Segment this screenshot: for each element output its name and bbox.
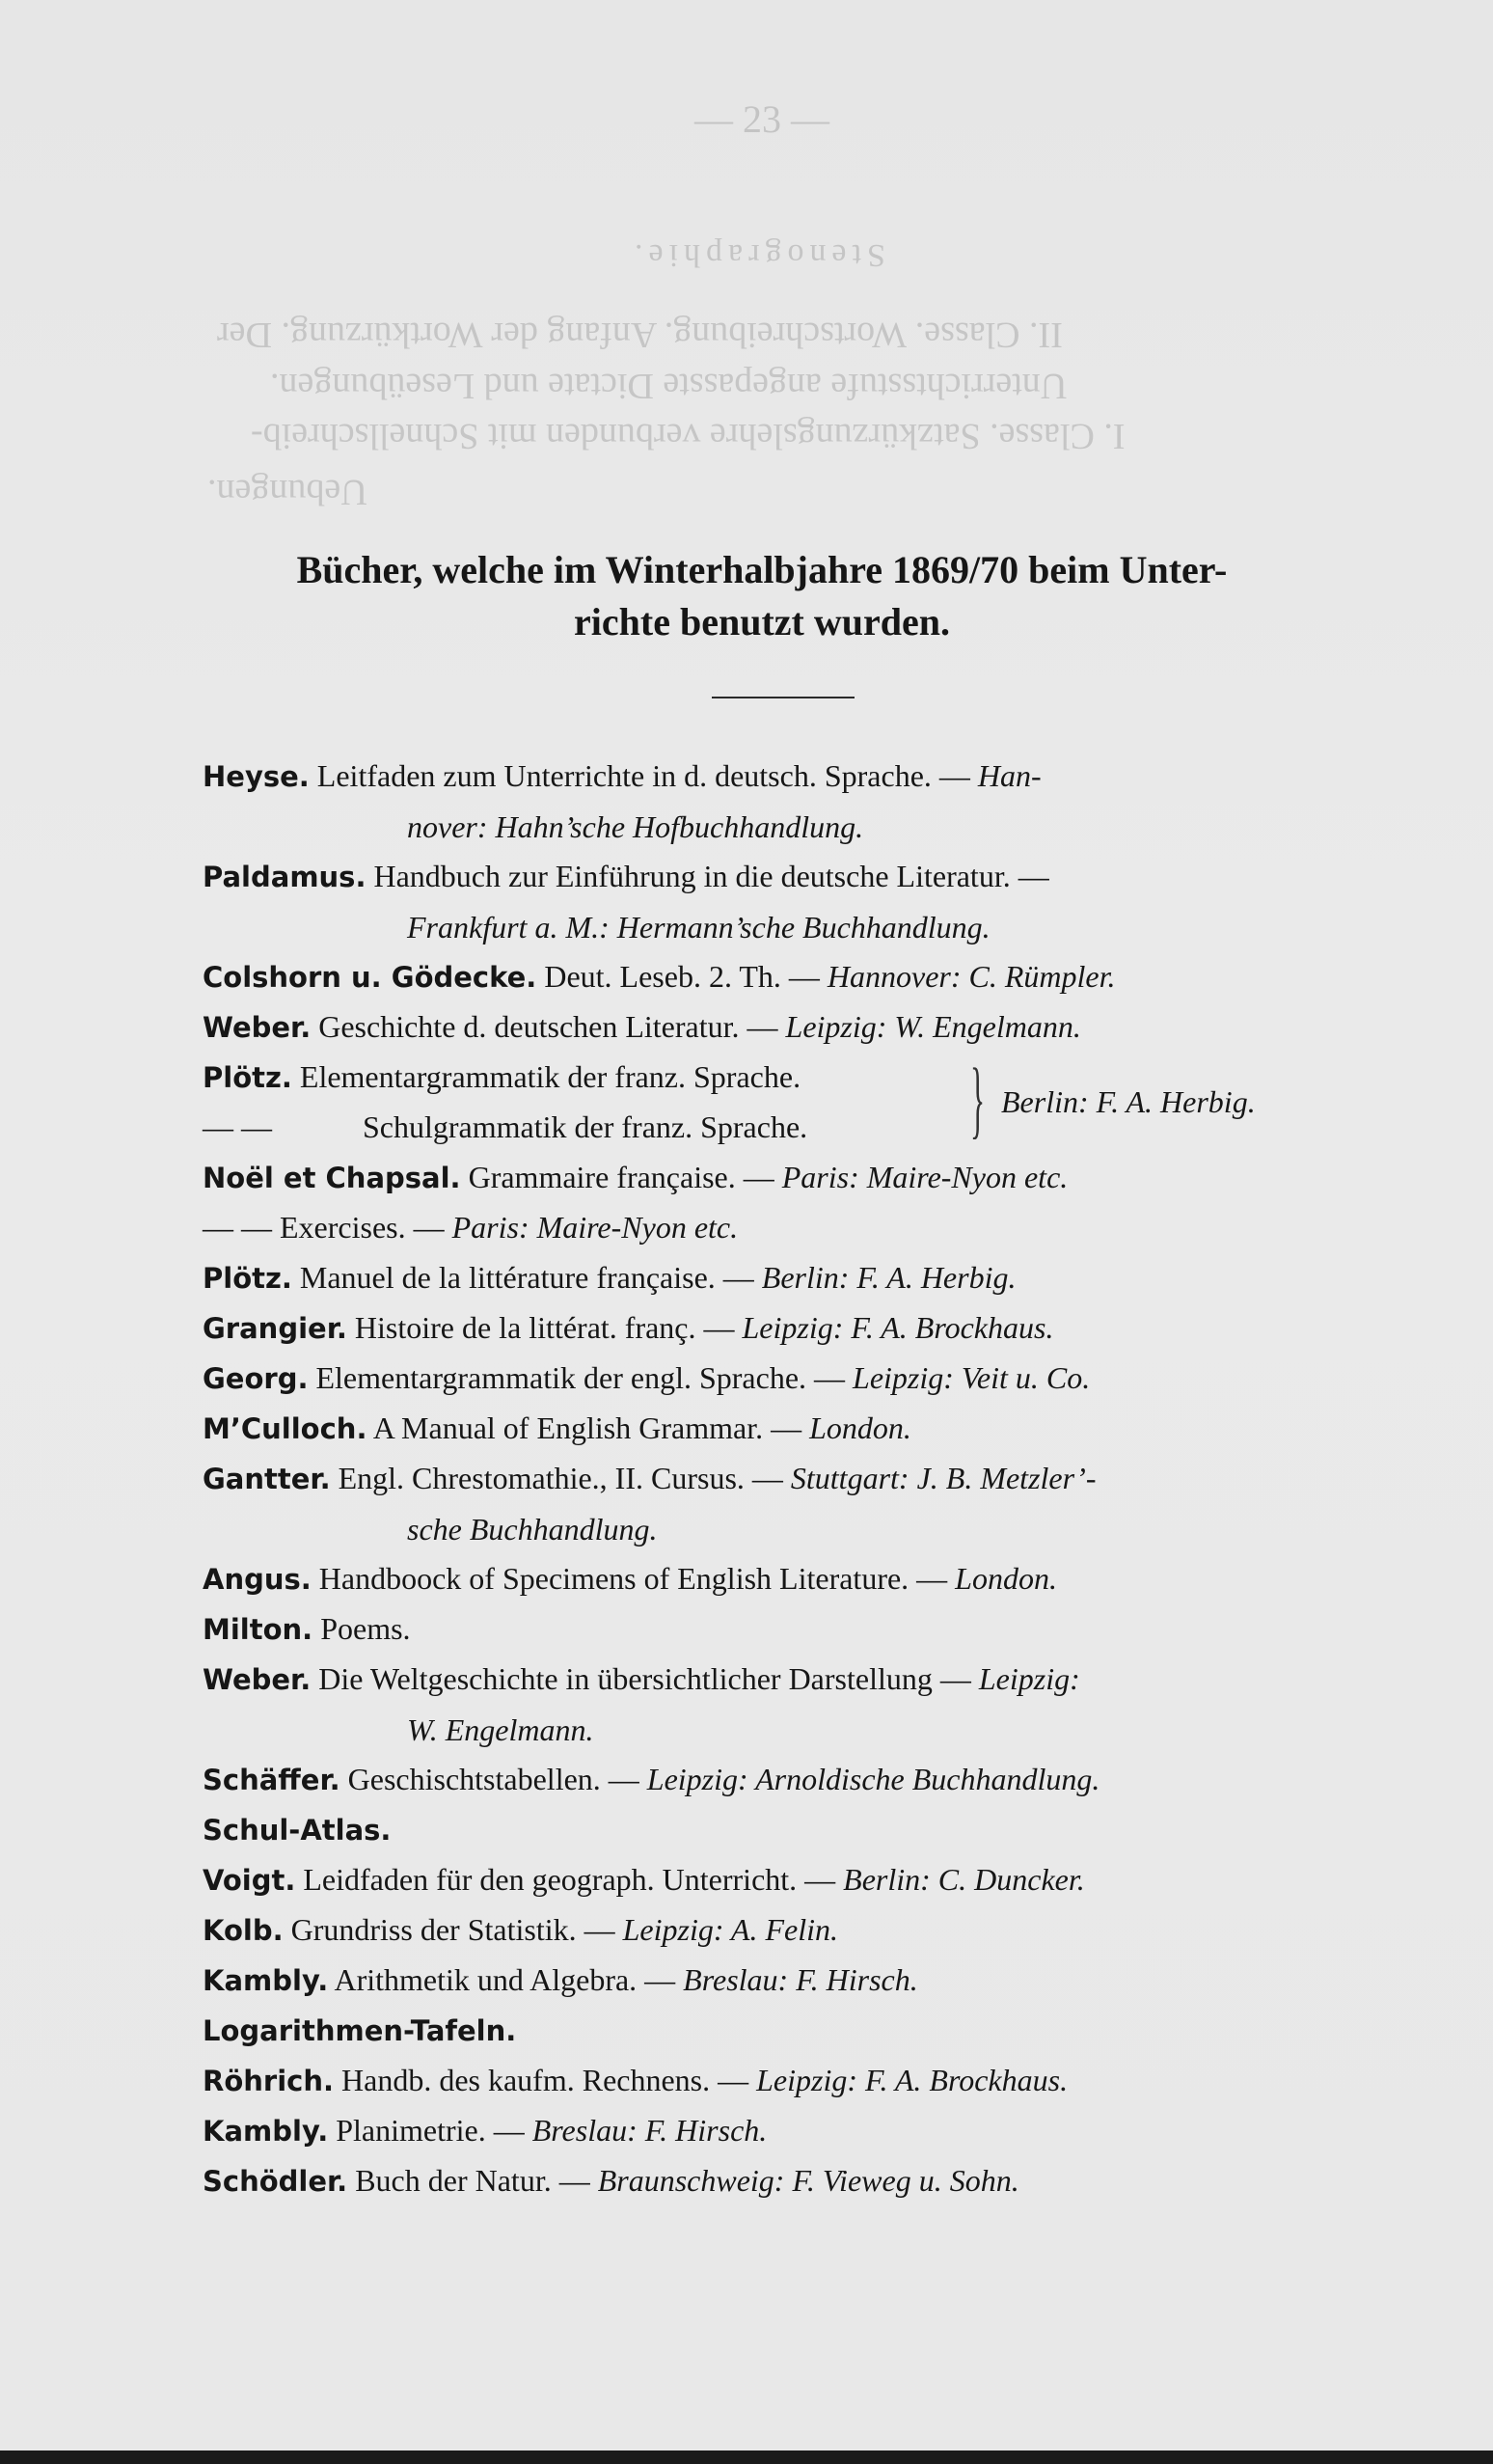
book-entry <box>203 1001 1365 1052</box>
entry-publisher: London. <box>809 1410 911 1445</box>
heading-line-1: Bücher, welche im Winterhalbjahre 1869/70 beim Unter- <box>296 548 1228 591</box>
entry-title: Arithmetik und Algebra. — <box>328 1962 684 1997</box>
entry-author: Schödler. <box>203 2165 348 2198</box>
scan-edge <box>0 2450 1493 2464</box>
book-entry <box>203 1603 1365 1654</box>
book-entry <box>203 951 1365 1001</box>
entry-publisher: Berlin: C. Duncker. <box>843 1862 1085 1897</box>
bleed-through-line: Unterrichtsstufe angepasste Dictate und Leseübungen. <box>270 366 1068 406</box>
entry-author: Grangier. <box>203 1312 347 1345</box>
entry-author: Gantter. <box>203 1463 331 1495</box>
ditto-marks: — — <box>203 1109 272 1144</box>
entry-title: Handb. des kaufm. Rechnens. — <box>334 2063 757 2097</box>
entry-author: Milton. <box>203 1613 313 1646</box>
entry-publisher: Leipzig: W. Engelmann. <box>785 1009 1081 1044</box>
entry-author: Georg. <box>203 1362 309 1395</box>
entry-continuation: nover: Hahn’sche Hofbuchhandlung. <box>407 809 864 844</box>
bleed-through-line: I. Classe. Satzkürzungslehre verbunden mit Schnellschreib- <box>251 416 1126 456</box>
entry-author: Logarithmen-Tafeln. <box>203 2014 517 2047</box>
entry-title: Geschischtstabellen. — <box>339 1762 647 1796</box>
entry-publisher: Stuttgart: J. B. Metzler’- <box>790 1461 1097 1495</box>
book-entry <box>203 1152 1365 1202</box>
entry-author: Plötz. <box>203 1061 292 1094</box>
book-entry <box>203 1804 1365 1854</box>
bleed-through-line: Uebungen. <box>207 472 367 512</box>
entry-publisher: Leipzig: <box>978 1661 1080 1696</box>
heading-line-2: richte benutzt wurden. <box>574 600 950 643</box>
book-entry <box>203 2005 1365 2055</box>
book-entry <box>203 1854 1365 1904</box>
entry-publisher: Hannover: C. Rümpler. <box>827 959 1116 994</box>
section-heading <box>193 544 1331 648</box>
entry-title: Manuel de la littérature française. — <box>291 1260 762 1295</box>
entry-title: Buch der Natur. — <box>347 2163 598 2198</box>
entry-publisher: Leipzig: F. A. Brockhaus. <box>756 2063 1069 2097</box>
entry-publisher: Leipzig: F. A. Brockhaus. <box>742 1310 1054 1345</box>
entry-publisher: Leipzig: Veit u. Co. <box>853 1360 1091 1395</box>
entry-continuation: W. Engelmann. <box>407 1712 594 1747</box>
entry-title: Elementargrammatik der engl. Sprache. — <box>308 1360 854 1395</box>
entry-publisher: London. <box>955 1561 1057 1596</box>
entry-continuation: sche Buchhandlung. <box>407 1512 658 1547</box>
entry-title: Histoire de la littérat. franç. — <box>346 1310 743 1345</box>
book-entry <box>203 1453 1365 1553</box>
entry-title: Elementargrammatik der franz. Sprache. <box>291 1059 801 1094</box>
entry-publisher: Berlin: F. A. Herbig. <box>761 1260 1017 1295</box>
entry-publisher: Leipzig: A. Felin. <box>622 1912 838 1947</box>
book-entry <box>203 1754 1365 1804</box>
book-entry <box>203 851 1365 951</box>
book-entry <box>203 1252 1365 1302</box>
book-entry <box>203 2105 1365 2155</box>
entry-publisher: Berlin: F. A. Herbig. <box>1001 1084 1256 1119</box>
entry-title: Grammaire française. — <box>460 1160 782 1194</box>
entry-title: Schulgrammatik der franz. Sprache. <box>363 1109 808 1144</box>
entry-author: Kambly. <box>203 2115 329 2148</box>
entry-title: A Manual of English Grammar. — <box>366 1410 810 1445</box>
book-entry <box>203 2155 1365 2205</box>
book-entry <box>203 1904 1365 1955</box>
book-entry <box>203 1955 1365 2005</box>
entry-publisher: Leipzig: Arnoldische Buchhandlung. <box>646 1762 1100 1796</box>
entry-author: Noël et Chapsal. <box>203 1162 461 1194</box>
entry-title: Handboock of Specimens of English Literature. — <box>311 1561 956 1596</box>
entry-author: M’Culloch. <box>203 1412 367 1445</box>
book-entry <box>203 1654 1365 1754</box>
entry-author: Heyse. <box>203 760 310 793</box>
entry-title: Poems. <box>312 1611 411 1646</box>
bleed-through-line: Stenographie. <box>629 237 885 273</box>
entry-title: Planimetrie. — <box>328 2113 532 2148</box>
entry-author: Schul-Atlas. <box>203 1814 392 1847</box>
ploetz-line-2 <box>203 1102 807 1152</box>
entry-author: Angus. <box>203 1563 312 1596</box>
entry-title: Leitfaden zum Unterrichte in d. deutsch. Sprache. — <box>309 758 978 793</box>
entry-title: Geschichte d. deutschen Literatur. — <box>311 1009 786 1044</box>
book-entry <box>203 1353 1365 1403</box>
entry-title: Deut. Leseb. 2. Th. — <box>536 959 828 994</box>
brace-icon: } <box>970 1052 986 1147</box>
entry-publisher: Paris: Maire-Nyon etc. <box>451 1210 739 1245</box>
entry-author: Paldamus. <box>203 861 366 893</box>
ploetz-group <box>203 1052 1365 1152</box>
entry-author: Colshorn u. Gödecke. <box>203 961 537 994</box>
bleed-through-line: II. Classe. Wortschreibung. Anfang der Wortkürzung. Der <box>217 315 1063 355</box>
entry-title: — — Exercises. — <box>203 1210 452 1245</box>
book-list <box>203 751 1365 2205</box>
book-entry <box>203 1302 1365 1353</box>
entry-author: Weber. <box>203 1663 312 1696</box>
ploetz-line-1 <box>203 1052 801 1103</box>
entry-author: Kambly. <box>203 1964 329 1997</box>
entry-author: Voigt. <box>203 1864 296 1897</box>
book-entry <box>203 2055 1365 2105</box>
entry-title: Die Weltgeschichte in übersichtlicher Darstellung — <box>311 1661 979 1696</box>
entry-title: Grundriss der Statistik. — <box>283 1912 623 1947</box>
entry-title: Leidfaden für den geograph. Unterricht. — <box>295 1862 844 1897</box>
bleed-through-page-number: — 23 — <box>694 97 829 141</box>
entry-publisher: Braunschweig: F. Vieweg u. Sohn. <box>597 2163 1019 2198</box>
book-entry <box>203 751 1365 851</box>
entry-publisher: Breslau: F. Hirsch. <box>531 2113 768 2148</box>
entry-continuation: Frankfurt a. M.: Hermann’sche Buchhandlung. <box>407 910 991 945</box>
heading-divider <box>712 697 855 698</box>
entry-author: Weber. <box>203 1011 312 1044</box>
entry-author: Schäffer. <box>203 1764 340 1796</box>
book-entry <box>203 1553 1365 1603</box>
entry-title: Engl. Chrestomathie., II. Cursus. — <box>330 1461 791 1495</box>
entry-author: Plötz. <box>203 1262 292 1295</box>
entry-publisher: Paris: Maire-Nyon etc. <box>781 1160 1069 1194</box>
entry-publisher: Han- <box>977 758 1042 793</box>
entry-title: Handbuch zur Einführung in die deutsche Literatur. — <box>366 859 1049 893</box>
entry-publisher: Breslau: F. Hirsch. <box>683 1962 918 1997</box>
book-entry <box>203 1403 1365 1453</box>
book-entry <box>203 1202 1365 1252</box>
entry-author: Röhrich. <box>203 2065 334 2097</box>
entry-author: Kolb. <box>203 1914 284 1947</box>
